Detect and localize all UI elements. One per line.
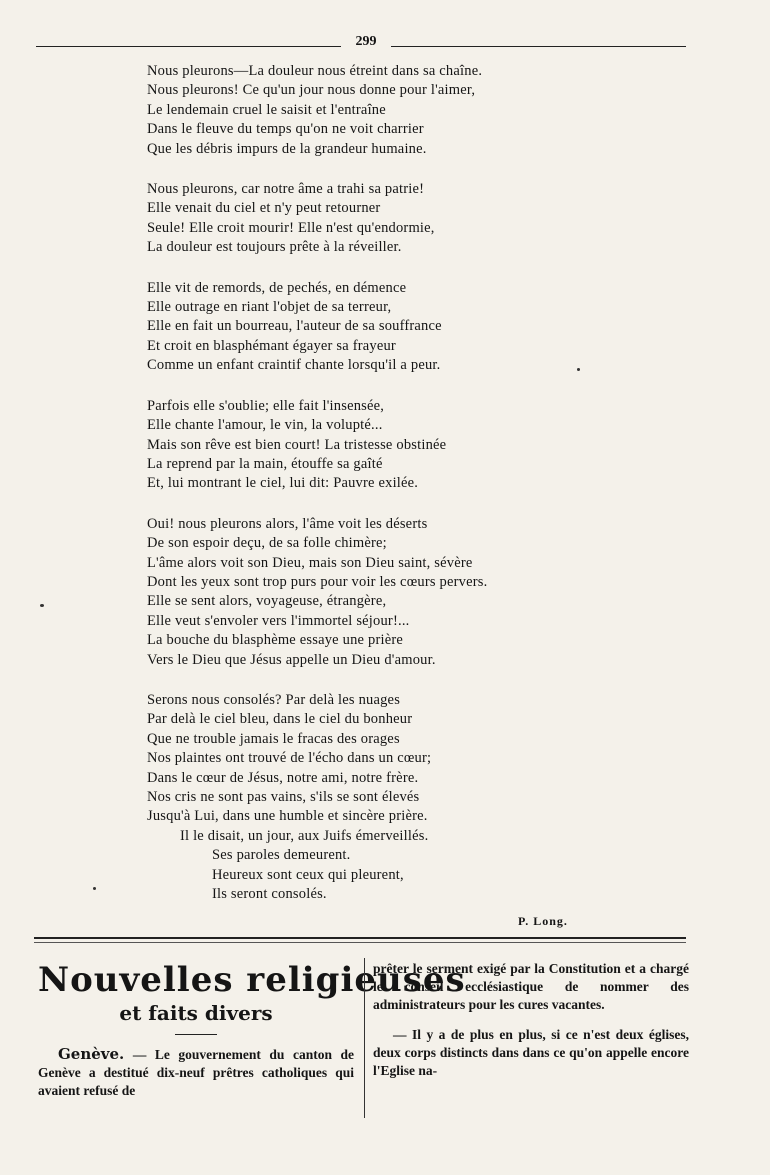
- poem-line: Nos cris ne sont pas vains, s'ils se sont élevés: [147, 789, 420, 805]
- poem-line: Nos plaintes ont trouvé de l'écho dans un cœur;: [147, 750, 432, 767]
- poem-line: Elle outrage en riant l'objet de sa terreur,: [147, 299, 392, 316]
- poem-line: La douleur est toujours prête à la réveiller.: [147, 239, 402, 256]
- poem-line: Elle veut s'envoler vers l'immortel séjour!...: [147, 612, 410, 629]
- news-paragraph-2: — Il y a de plus en plus, si ce n'est deux églises, deux corps distincts dans dans ce qu'on appelle encore l'Eglise na-: [373, 1027, 689, 1078]
- poem-stanza-final: [147, 691, 617, 904]
- poem-line: Seule! Elle croit mourir! Elle n'est qu'endormie,: [147, 219, 435, 236]
- poem-line: La bouche du blasphème essaye une prière: [147, 632, 404, 649]
- poem-line: Nous pleurons, car notre âme a trahi sa patrie!: [147, 181, 425, 198]
- geneve-label: Genève.: [58, 1045, 125, 1063]
- poem-line: Comme un enfant craintif chante lorsqu'il a peur.: [147, 357, 441, 374]
- poem-line: Mais son rêve est bien court! La tristesse obstinée: [147, 436, 447, 453]
- page-number: 299: [341, 34, 391, 50]
- poem-line: Nous pleurons—La douleur nous étreint dans sa chaîne.: [147, 63, 483, 79]
- news-subheading: et faits divers: [119, 1001, 273, 1025]
- print-speck: [93, 887, 96, 890]
- poem-line: Le lendemain cruel le saisit et l'entraîne: [147, 101, 386, 118]
- geneve-paragraph: [38, 1045, 354, 1100]
- poem-line: Dans le fleuve du temps qu'on ne voit charrier: [147, 121, 424, 138]
- print-speck: [40, 604, 44, 607]
- poem-line: Dont les yeux sont trop purs pour voir les cœurs pervers.: [147, 573, 488, 590]
- poem-line: Que les débris impurs de la grandeur humaine.: [147, 140, 427, 157]
- poem-line: Elle se sent alors, voyageuse, étrangère,: [147, 593, 387, 610]
- poem-quote-line: Ils seront consolés.: [212, 886, 327, 903]
- section-divider: [34, 937, 686, 943]
- print-speck: [577, 368, 580, 371]
- poem-line: Par delà le ciel bleu, dans le ciel du bonheur: [147, 711, 413, 728]
- news-column-right: [373, 960, 689, 1080]
- poem-quote-line: Ses paroles demeurent.: [212, 847, 351, 864]
- poem-stanza: [147, 180, 617, 258]
- page-header: [36, 34, 686, 50]
- news-heading: Nouvelles religieuses: [38, 960, 466, 1000]
- poem-line: Parfois elle s'oublie; elle fait l'insensée,: [147, 397, 385, 414]
- poem-stanza: [147, 515, 617, 670]
- poem-line: Elle en fait un bourreau, l'auteur de sa souffrance: [147, 318, 442, 335]
- news-paragraph-1: prêter le serment exigé par la Constitution et a chargé le conseil ecclésiastique de nommer des administrateurs pour les cures vacantes.: [373, 961, 689, 1012]
- poem-line: La reprend par la main, étouffe sa gaîté: [147, 455, 383, 472]
- poem-line: Elle vit de remords, de pechés, en démence: [147, 279, 407, 296]
- poem-line: Jusqu'à Lui, dans une humble et sincère prière.: [147, 808, 428, 825]
- poem-stanza: [147, 397, 617, 494]
- poem-quote-line: Heureux sont ceux qui pleurent,: [212, 866, 404, 883]
- poem-line: Elle venait du ciel et n'y peut retourner: [147, 200, 381, 217]
- column-separator: [364, 958, 365, 1118]
- heading-rule: [175, 1034, 217, 1035]
- poem-signature: P. Long.: [518, 914, 568, 928]
- poem-stanza: [147, 62, 617, 159]
- news-column-left: [38, 960, 466, 1100]
- poem-line: De son espoir deçu, de sa folle chimère;: [147, 535, 387, 552]
- poem-stanza: [147, 279, 617, 376]
- geneve-text: — Le gouvernement du canton de Genève a destitué dix-neuf prêtres catholiques qui avaient refusé de: [38, 1047, 354, 1098]
- poem: [147, 62, 617, 904]
- poem-line: L'âme alors voit son Dieu, mais son Dieu saint, sévère: [147, 554, 473, 571]
- poem-line: Et, lui montrant le ciel, lui dit: Pauvre exilée.: [147, 475, 419, 492]
- poem-line: Oui! nous pleurons alors, l'âme voit les déserts: [147, 515, 428, 532]
- poem-quote-intro: Il le disait, un jour, aux Juifs émerveillés.: [180, 827, 429, 844]
- poem-line: Vers le Dieu que Jésus appelle un Dieu d'amour.: [147, 651, 436, 668]
- poem-line: Elle chante l'amour, le vin, la volupté...: [147, 417, 383, 434]
- poem-line: Dans le cœur de Jésus, notre ami, notre frère.: [147, 769, 419, 786]
- poem-line: Que ne trouble jamais le fracas des orages: [147, 730, 400, 747]
- poem-line: Serons nous consolés? Par delà les nuages: [147, 691, 401, 708]
- poem-line: Et croit en blasphémant égayer sa frayeur: [147, 337, 396, 354]
- poem-line: Nous pleurons! Ce qu'un jour nous donne pour l'aimer,: [147, 82, 476, 99]
